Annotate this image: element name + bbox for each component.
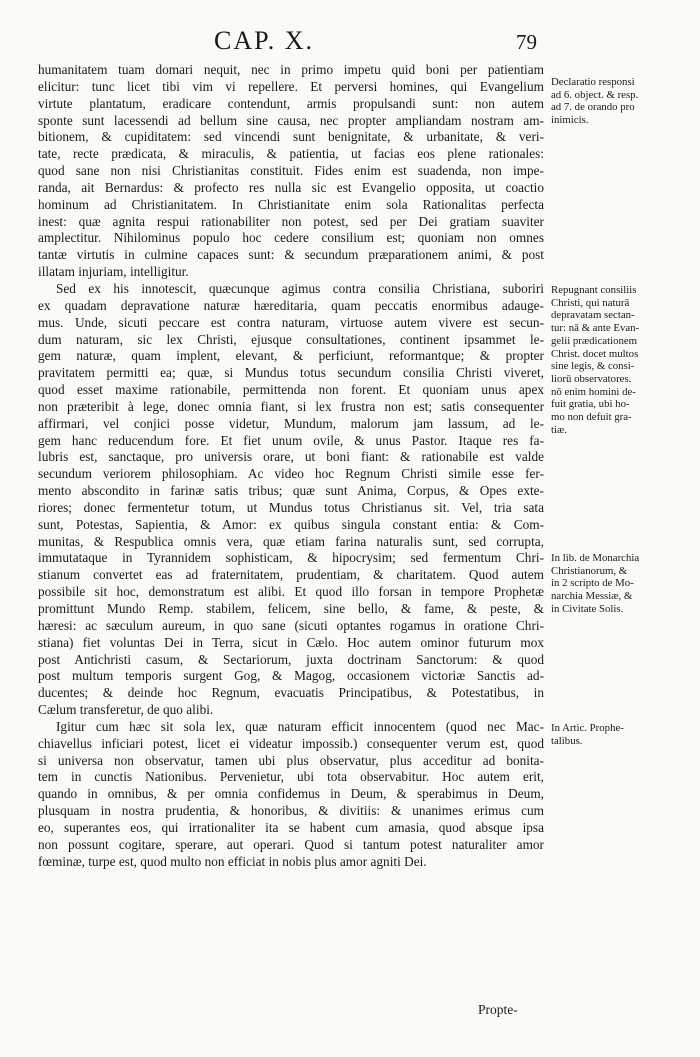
text-line: amplectitur. Nihilominus populo hoc cedere consilium est; quoniam non omnes: [38, 230, 544, 246]
text-line: lubris est, sanctaque, pro universis orare, ut boni fiant: & rationabile est valde: [38, 449, 544, 465]
text-line: ex quadam depravatione naturæ hæreditaria, quam peccatis enormibus adauge-: [38, 297, 544, 313]
text-line: riores; donec fermentetur totum, ut Mundus totus Christianus sit. Vel, tria sata: [38, 499, 544, 515]
margin-note-line: talibus.: [551, 734, 583, 747]
text-line: ducentes; & deinde hoc Regnum, evacuatis Principatibus, & Potestatibus, in: [38, 685, 544, 701]
text-line: promittunt Mundo Remp. stabilem, felicem, sine bello, & fame, & peste, &: [38, 601, 544, 616]
page-header: [0, 22, 700, 55]
text-line: chiavellus inficiari potest, licet ei videatur impossib.) consequenter verum est, quod: [38, 735, 544, 751]
margin-note-line: in 2 scripto de Mo-: [551, 577, 634, 590]
margin-note-line: sine legis, & consi-: [551, 360, 635, 373]
text-line: plusquam in nostra prudentia, & honoribus, & divitiis: & unanimes erimus cum: [38, 803, 544, 819]
text-line: elicitur: tunc licet tibi vim vi repellere. Et perversi homines, qui Evangelium: [38, 78, 544, 94]
margin-note-line: ad 7. de orando pro: [551, 101, 635, 114]
text-line: affirmari, vel conjici posse videtur, Mundum, malorum jam lassum, ad le-: [38, 415, 544, 431]
running-head: CAP. X.: [214, 26, 314, 55]
paragraph: [38, 719, 544, 871]
text-line: mento abscondito in farinæ satis tribus; quæ sunt Anima, Corpus, & Opes exte-: [38, 483, 544, 499]
margin-note-line: mo non defuit gra-: [551, 411, 632, 424]
text-line: post Antichristi casum, & Sectariorum, juxta doctrinam Sanctorum: & quod: [38, 651, 544, 667]
text-line: non possunt cogitare, sperare, aut operari. Quod si tantum potest naturaliter amor: [38, 836, 544, 852]
margin-note: [551, 722, 691, 747]
text-line: tate, recte prædicata, & miraculis, & patientia, ut facias eos plene rationales:: [38, 146, 544, 162]
text-line: gem naturæ, quam implent, elevant, & perficiunt, reformantque; & propter: [38, 348, 544, 364]
text-line: quod sane non nisi Christianitas constituit. Fides enim est suadenda, non impe-: [38, 163, 544, 179]
main-text-block: [38, 62, 544, 871]
text-line: humanitatem tuam domari nequit, nec in primo impetu quid boni per patientiam: [38, 62, 544, 77]
margin-note-line: in Civitate Solis.: [551, 602, 624, 615]
text-line: mus. Unde, sicuti peccare est contra naturam, virtuose autem vivere est secun-: [38, 314, 544, 330]
text-line: hæresi: ac sæculum aureum, in quo sane (sicuti optantes rogamus in oratione Chri-: [38, 617, 544, 633]
text-line: quando in omnibus, & per omnia confidemus in Deum, & sperabimus in Deum,: [38, 786, 544, 802]
margin-note-line: ad 6. object. & resp.: [551, 88, 639, 101]
text-line: Sed ex his innotescit, quæcunque agimus contra consilia Christiana, suboriri: [56, 280, 544, 296]
margin-note-line: Repugnant consiliis: [551, 284, 637, 296]
text-line: secundum veriorem philosophiam. Ac video hoc Regnum Christi simile esse fer-: [38, 466, 544, 482]
margin-note-line: Christ. docet multos: [551, 347, 639, 360]
paragraph: [38, 62, 544, 281]
margin-note-line: depravatam sectan-: [551, 309, 635, 322]
text-line: dum naturam, sic lex Christi, ejusque consultationes, continent ipsammet le-: [38, 331, 544, 347]
text-line: Cælum transferetur, de quo alibi.: [38, 702, 214, 718]
text-line: immutataque in Tyrannidem sophisticam, & hipocrysim; sed fermentum Chri-: [38, 550, 544, 566]
margin-note-line: narchia Messiæ, &: [551, 590, 633, 603]
margin-note: [551, 552, 691, 616]
margin-note-line: Christi, qui naturā: [551, 296, 630, 309]
text-line: gem hanc reducendum fore. Et fiet unum ovile, & unus Pastor. Itaque res fa-: [38, 432, 544, 448]
text-line: virtute plantatum, eradicare contendunt, armis propulsandi sunt: non autem: [38, 95, 544, 111]
margin-note: [551, 76, 691, 127]
text-line: inest: quæ agnita respui rationabiliter non potest, sed per Dei gratiam suaviter: [38, 213, 544, 229]
margin-note-line: liorū observatores.: [551, 372, 632, 385]
text-line: hominum ad Christianitatem. In Christianitate enim sola Rationalitas perfecta: [38, 196, 544, 212]
text-line: non præteribit à lege, donec omnia fiant, si lex frustra non est; satis consequenter: [38, 398, 544, 414]
text-line: tantæ virtutis in culmine capaces sunt: & secundum præparationem animi, & post: [38, 247, 544, 263]
text-line: illatam injuriam, intelligitur.: [38, 264, 189, 280]
margin-note-line: inimicis.: [551, 114, 589, 127]
text-line: sunt, Potestas, Sapientia, & Amor: ex quibus singula constant entia: & Com-: [38, 516, 544, 532]
margin-note-line: In Artic. Prophe-: [551, 722, 624, 734]
text-line: sponte sunt lacessendi ad bellum sine causa, nec propter ampliandam nostram am-: [38, 112, 544, 128]
margin-note-line: fuit gratia, ubi ho-: [551, 398, 630, 411]
text-line: si universa non observatur, tamen ubi plus observatur, plus acceditur ad bonita-: [38, 752, 544, 768]
margin-note-line: nō enim homini de-: [551, 385, 636, 398]
page-number: 79: [516, 30, 537, 54]
text-line: Igitur cum hæc sit sola lex, quæ naturam efficit innocentem (quod nec Mac-: [56, 718, 544, 734]
text-line: bitionem, & cupiditatem: sed vincendi sunt benignitate, & urbanitate, & veri-: [38, 129, 544, 145]
text-line: possibile sit hoc, demonstratum est alibi. Et quod illo forsan in tempore Prophetæ: [38, 584, 544, 600]
text-line: randa, ait Bernardus: & profecto res nulla sic est Evangelio opposita, ut coactio: [38, 179, 544, 195]
text-line: stiana) fiet voluntas Dei in Terra, sicut in Cælo. Hoc autem ominor futurum mox: [38, 634, 544, 650]
text-line: post multum temporis surgent Gog, & Magog, occasionem victoriæ Sanctis ad-: [38, 668, 544, 684]
text-line: eo, superantes eos, qui irrationaliter ita se habent cum amasia, quod absque ipsa: [38, 819, 544, 835]
margin-note-line: tur: nā & ante Evan-: [551, 322, 640, 335]
paragraph: [38, 281, 544, 719]
margin-note-line: Declaratio responsi: [551, 76, 635, 88]
text-line: munitas, & Respublica omnis vera, quæ etiam farina naturalis sunt, sed corrupta,: [38, 533, 544, 549]
margin-note-line: tiæ.: [551, 423, 567, 436]
margin-note-line: gelii prædicationem: [551, 334, 638, 347]
text-line: fœminæ, turpe est, quod multo non efficiat in nobis plus amor agniti Dei.: [38, 853, 427, 869]
text-line: stianum convertet eas ad fraternitatem, prudentiam, & charitatem. Quod autem: [38, 567, 544, 583]
text-line: pravitatem permitti ea; quæ, si Mundus totus secundum consilia Christi viveret,: [38, 365, 544, 381]
catchword: Propte-: [478, 1002, 518, 1017]
margin-note-line: In lib. de Monarchia: [551, 552, 640, 564]
text-line: tem in cunctis Nationibus. Pervenietur, ubi tota observabitur. Hoc autem erit,: [38, 769, 544, 785]
margin-note-line: Christianorum, &: [551, 564, 628, 577]
text-line: quod esset maxime rationabile, permittenda non forent. Et quoniam unus apex: [38, 382, 544, 398]
margin-note: [551, 284, 691, 436]
